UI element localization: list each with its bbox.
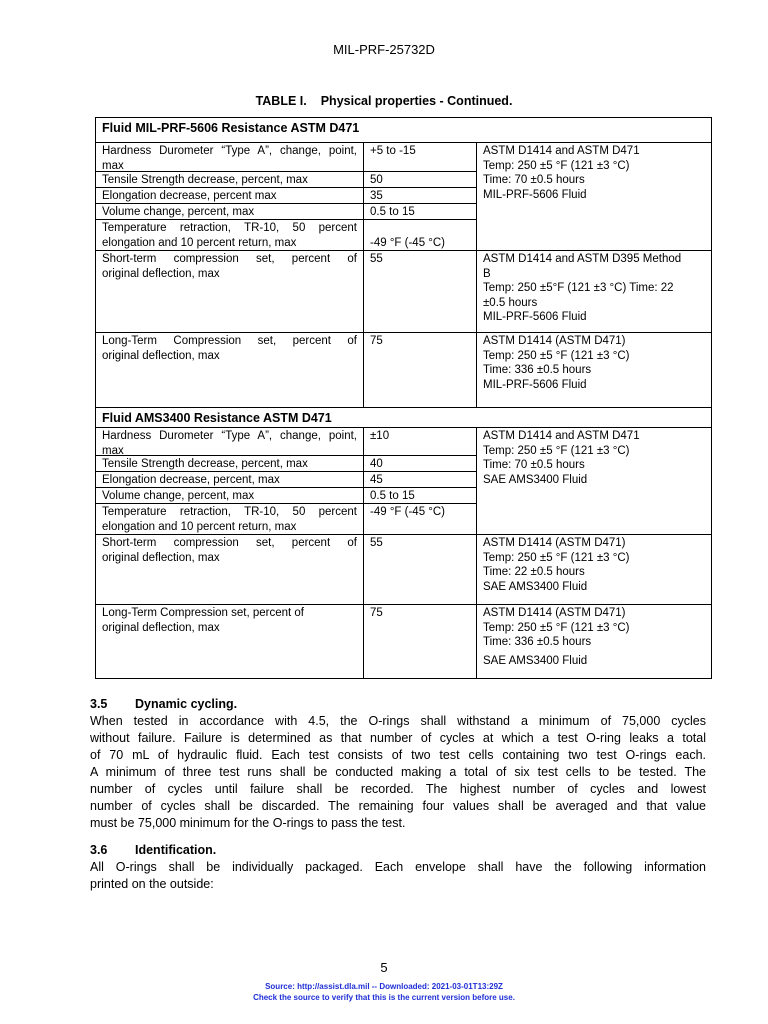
paragraph-line: number of cycles until failure shall be recorded. The highest number of cycles and lowest [90, 782, 706, 796]
page-number: 5 [380, 960, 388, 975]
table-row [96, 203, 363, 219]
property-text: Elongation decrease, percent max [102, 190, 277, 202]
method-line: Temp: 250 ±5 °F (121 ±3 °C) [483, 621, 630, 634]
document-id: MIL-PRF-25732D [333, 42, 435, 57]
method-line: Time: 336 ±0.5 hours [483, 364, 592, 376]
property-text: Tensile Strength decrease, percent, max [102, 458, 308, 470]
property-text: original deflection, max [102, 621, 220, 634]
value-cell: ±10 [363, 427, 476, 455]
table-row [96, 427, 363, 455]
value-cell: -49 °F (-45 °C) [363, 503, 476, 534]
source-line: Source: http://assist.dla.mil -- Downloaded: 2021-03-01T13:29Z [265, 982, 503, 991]
paragraph-line: All O-rings shall be individually packaged. Each envelope shall have the following information [90, 860, 706, 874]
test-method-cell [476, 332, 711, 407]
method-line: MIL-PRF-5606 Fluid [483, 188, 587, 201]
table-row [96, 534, 363, 604]
method-line: SAE AMS3400 Fluid [483, 580, 588, 593]
paragraph-line: When tested in accordance with 4.5, the O-rings shall withstand a minimum of 75,000 cycles [90, 714, 706, 728]
value-cell: 75 [363, 332, 476, 407]
paragraph-line: number of cycles shall be discarded. The remaining four values shall be averaged and that value [90, 799, 706, 813]
table-title-text: Physical properties - Continued. [320, 94, 513, 108]
method-line: ASTM D1414 and ASTM D471 [483, 145, 640, 157]
method-line: ±0.5 hours [483, 296, 538, 309]
property-text: original deflection, max [102, 551, 220, 564]
method-line: Temp: 250 ±5 °F (121 ±3 °C) [483, 349, 630, 362]
paragraph-line: printed on the outside: [90, 877, 214, 891]
check-line: Check the source to verify that this is the current version before use. [253, 993, 515, 1002]
table-title [0, 94, 768, 108]
test-method-cell [476, 142, 711, 250]
method-line: ASTM D1414 (ASTM D471) [483, 335, 626, 347]
table-row [96, 471, 363, 487]
table-row [96, 487, 363, 503]
table-row [96, 142, 363, 171]
property-text: Short-term compression set, percent of [102, 537, 357, 549]
paragraph-line: of 70 mL of hydraulic fluid. Each test consists of two test cells containing two test O-rings each. [90, 748, 706, 762]
property-text: elongation and 10 percent return, max [102, 520, 297, 533]
property-text: original deflection, max [102, 349, 220, 362]
property-text: max [102, 444, 124, 457]
property-text: max [102, 159, 124, 172]
test-method-cell [476, 427, 711, 534]
property-text: Volume change, percent, max [102, 490, 255, 502]
value-cell: 40 [363, 455, 476, 471]
method-line: Time: 336 ±0.5 hours [483, 636, 592, 648]
value-cell: 55 [363, 250, 476, 332]
value-cell: 0.5 to 15 [363, 487, 476, 503]
method-line: ASTM D1414 and ASTM D395 Method [483, 253, 682, 265]
property-text: Volume change, percent, max [102, 206, 255, 218]
method-line: B [483, 267, 491, 280]
value-cell: -49 °F (-45 °C) [363, 219, 476, 250]
section-heading: Fluid MIL-PRF-5606 Resistance ASTM D471 [102, 121, 360, 135]
method-line: MIL-PRF-5606 Fluid [483, 311, 587, 323]
section-title-text: Identification. [135, 843, 217, 857]
property-text: Temperature retraction, TR-10, 50 percent [102, 506, 357, 518]
section-title [90, 843, 216, 857]
method-line: Time: 70 ±0.5 hours [483, 174, 585, 186]
physical-properties-table [95, 117, 712, 679]
property-text: Hardness Durometer “Type A”, change, point, [102, 430, 357, 442]
paragraph-line: must be 75,000 minimum for the O-rings to pass the test. [90, 816, 406, 830]
section-heading: Fluid AMS3400 Resistance ASTM D471 [96, 407, 711, 427]
property-text: Temperature retraction, TR-10, 50 percent [102, 222, 357, 234]
value-cell: 45 [363, 471, 476, 487]
table-row [96, 187, 363, 203]
section-number: 3.6 [90, 843, 108, 857]
method-line: ASTM D1414 and ASTM D471 [483, 430, 640, 442]
test-method-cell [476, 604, 711, 678]
method-line: Temp: 250 ±5 °F (121 ±3 °C) [483, 444, 630, 457]
method-line: SAE AMS3400 Fluid [483, 473, 588, 486]
value-cell: 55 [363, 534, 476, 604]
property-text: Long-Term Compression set, percent of [102, 607, 304, 619]
value-cell: 35 [363, 187, 476, 203]
method-line: ASTM D1414 (ASTM D471) [483, 537, 626, 549]
table-row [96, 332, 363, 407]
method-line: Time: 22 ±0.5 hours [483, 566, 585, 578]
section-number: 3.5 [90, 697, 108, 711]
property-text: Hardness Durometer “Type A”, change, point, [102, 145, 357, 157]
test-method-cell [476, 534, 711, 604]
method-line: Temp: 250 ±5 °F (121 ±3 °C) [483, 551, 630, 564]
property-text: original deflection, max [102, 267, 220, 280]
method-line: Temp: 250 ±5 °F (121 ±3 °C) [483, 159, 630, 172]
method-line: ASTM D1414 (ASTM D471) [483, 607, 626, 619]
property-text: elongation and 10 percent return, max [102, 236, 297, 249]
value-cell: 50 [363, 171, 476, 187]
value-cell: +5 to -15 [363, 142, 476, 171]
table-row [96, 250, 363, 332]
value-cell: 0.5 to 15 [363, 203, 476, 219]
value-cell: 75 [363, 604, 476, 678]
test-method-cell [476, 250, 711, 332]
table-title-label: TABLE I. [255, 94, 307, 108]
table-row [96, 503, 363, 534]
property-text: Long-Term Compression set, percent of [102, 335, 357, 347]
section-paragraph [90, 713, 706, 832]
method-line: Temp: 250 ±5°F (121 ±3 °C) Time: 22 [483, 282, 674, 294]
property-text: Short-term compression set, percent of [102, 253, 357, 265]
property-text: Tensile Strength decrease, percent, max [102, 174, 308, 186]
table-row [96, 604, 363, 678]
section-title-text: Dynamic cycling. [135, 697, 238, 711]
paragraph-line: without failure. Failure is determined as that number of cycles at which a test O-ring leaks a total [90, 731, 706, 745]
source-footer [0, 981, 768, 1003]
paragraph-line: A minimum of three test runs shall be conducted making a total of six test cells to be tested. The [90, 765, 706, 779]
table-row [96, 171, 363, 187]
section-title [90, 697, 237, 711]
table-row [96, 219, 363, 250]
table-row [96, 455, 363, 471]
method-line: Time: 70 ±0.5 hours [483, 459, 585, 471]
section-paragraph [90, 859, 706, 893]
method-line: SAE AMS3400 Fluid [483, 654, 588, 667]
method-line: MIL-PRF-5606 Fluid [483, 378, 587, 391]
property-text: Elongation decrease, percent, max [102, 474, 280, 486]
